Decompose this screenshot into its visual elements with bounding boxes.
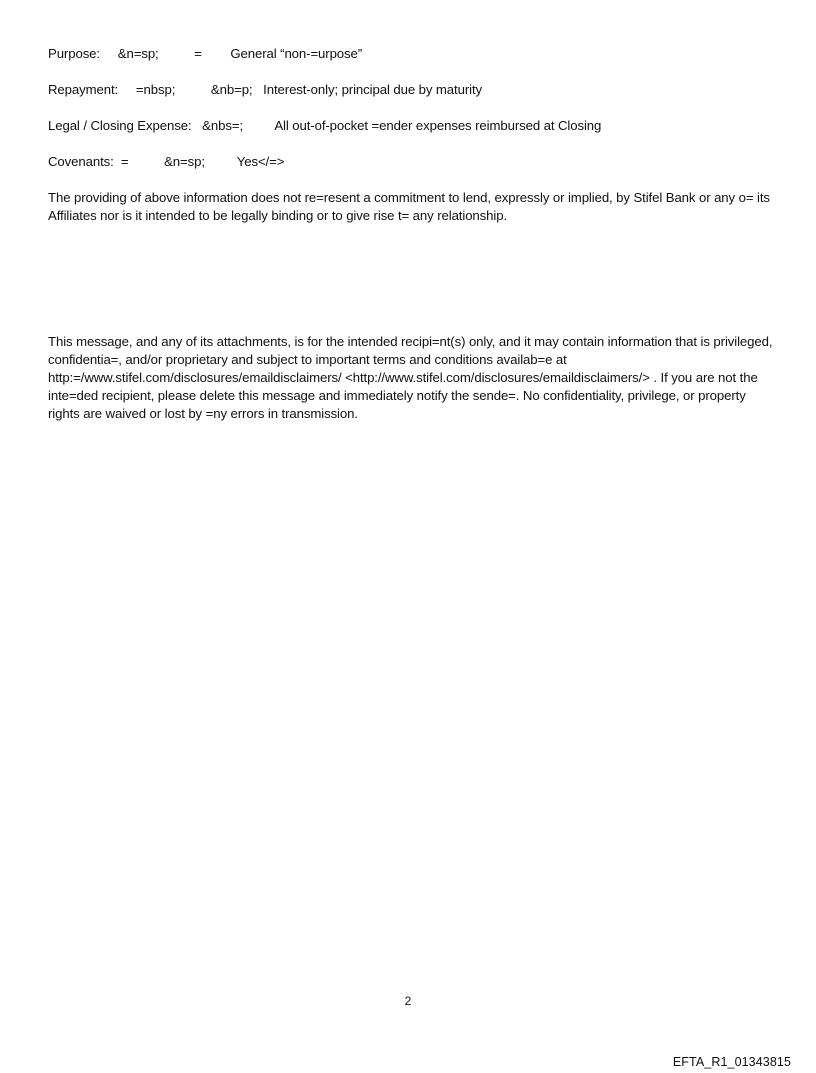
covenants-line: Covenants: = &n=sp; Yes</=>	[48, 154, 285, 169]
purpose-line: Purpose: &n=sp; = General “non-=urpose”	[48, 46, 363, 61]
repayment-line: Repayment: =nbsp; &nb=p; Interest-only; principal due by maturity	[48, 82, 483, 97]
legal-closing-expense-line: Legal / Closing Expense: &nbs=; All out-of-pocket =ender expenses reimbursed at Closing	[48, 118, 602, 133]
disclaimer-paragraph: The providing of above information does not re=resent a commitment to lend, expressly or implied, by Stifel Bank or any o= its Affiliates nor is it intended to be legally binding or to give rise t= any relationship.	[48, 190, 770, 223]
bates-number: EFTA_R1_01343815	[672, 1055, 791, 1069]
confidentiality-paragraph: This message, and any of its attachments, is for the intended recipi=nt(s) only, and it may contain information that is privileged, confidentia=, and/or proprietary and subject to important terms and conditions availab=e at http:=/www.stifel.com/disclosures/emaildisclaimers/ <http://www.stifel.com/disclosures/emaildisclaimers/> . If you are not the inte=ded recipient, please delete this message and immediately notify the sende=. No confidentiality, privilege, or property rights are waived or lost by =ny errors in transmission.	[48, 334, 773, 421]
page-number: 2	[404, 994, 412, 1008]
document-body	[48, 45, 776, 423]
